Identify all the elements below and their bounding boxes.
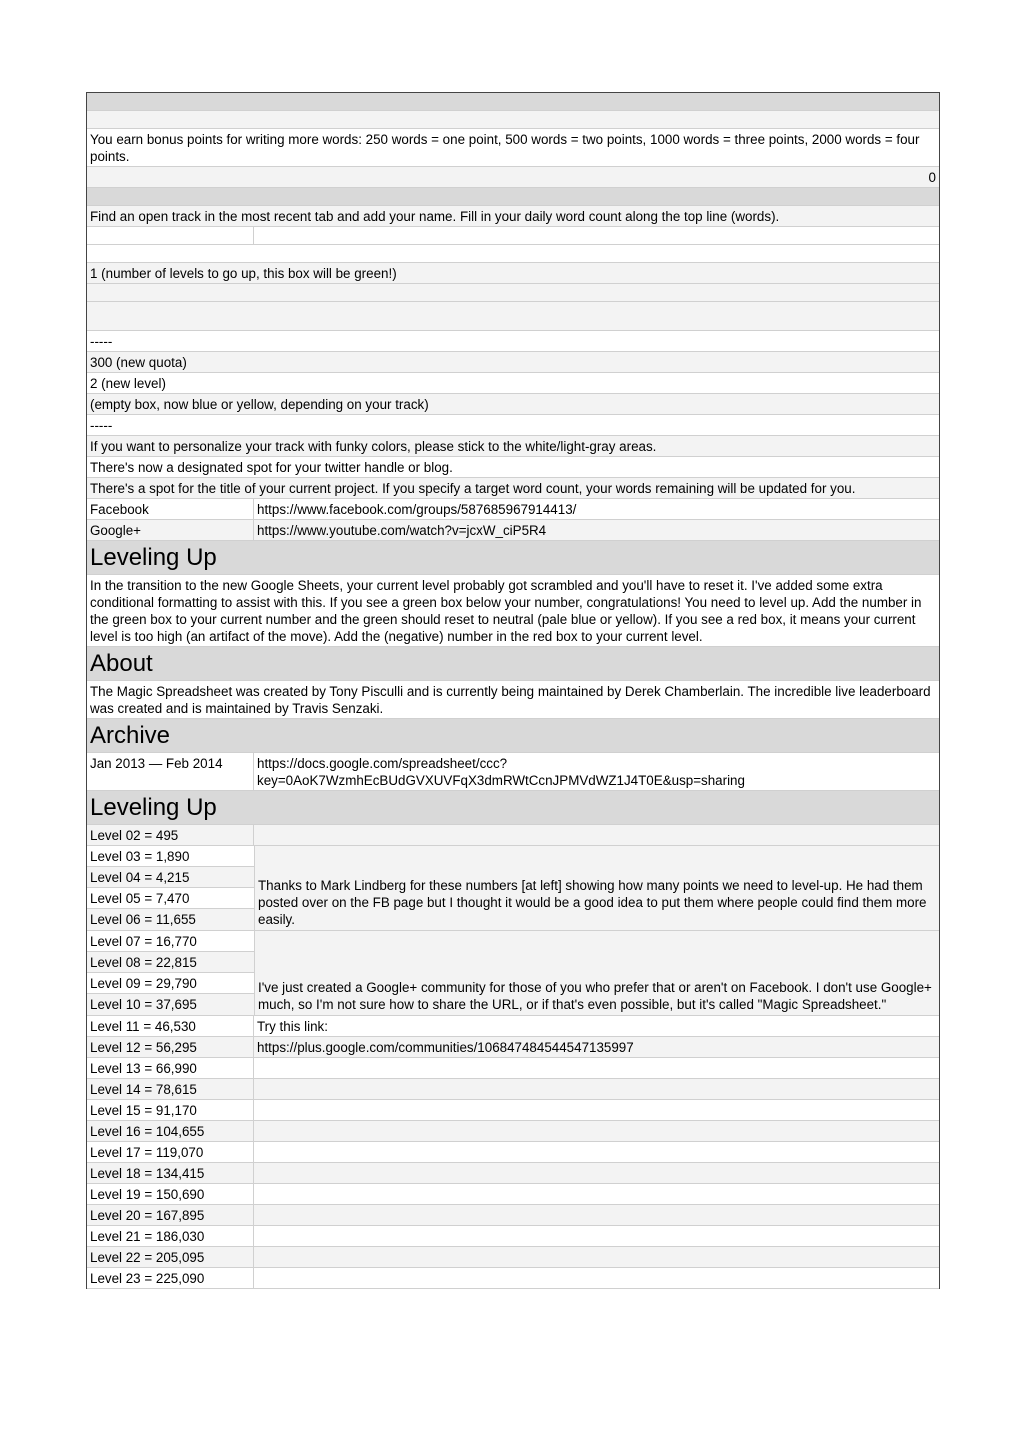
separator-row — [87, 331, 939, 352]
level-row — [87, 1247, 939, 1268]
new-quota-row — [87, 352, 939, 373]
personalize-text: If you want to personalize your track with funky colors, please stick to the white/light-gray areas. — [90, 439, 657, 454]
level-value: Level 17 = 119,070 — [87, 1142, 254, 1162]
level-list — [87, 1058, 939, 1289]
about-body-row — [87, 681, 939, 719]
level-row — [87, 1184, 939, 1205]
facebook-label: Facebook — [87, 499, 254, 519]
thanks-note: Thanks to Mark Lindberg for these numbers [at left] showing how many points we need to level-up. He had them posted over on the FB page but I thought it would be a good idea to put them where people could find them more easily. — [258, 878, 927, 927]
thanks-merged-row — [87, 846, 939, 931]
project-title-text: There's a spot for the title of your current project. If you specify a target word count, your words remaining will be updated for you. — [90, 481, 856, 496]
level-value: Level 18 = 134,415 — [87, 1163, 254, 1183]
blank-dark-row — [87, 188, 939, 206]
level-value: Level 23 = 225,090 — [87, 1268, 254, 1288]
archive-range: Jan 2013 — Feb 2014 — [87, 753, 254, 790]
googleplus-row — [87, 520, 939, 541]
bonus-points-row — [87, 129, 939, 167]
community-merged-row — [87, 931, 939, 1016]
level-row — [87, 1268, 939, 1289]
level-value: Level 16 = 104,655 — [87, 1121, 254, 1141]
new-level-text: 2 (new level) — [90, 376, 166, 391]
level-row — [87, 1058, 939, 1079]
blank-split-row — [87, 227, 939, 245]
levels-to-go-row — [87, 263, 939, 284]
level-value: Level 09 = 29,790 — [87, 973, 254, 994]
level-value: Level 19 = 150,690 — [87, 1184, 254, 1204]
archive-link[interactable] — [254, 753, 939, 790]
facebook-link[interactable]: https://www.facebook.com/groups/587685967914413/ — [257, 502, 577, 517]
bonus-points-text: You earn bonus points for writing more words: 250 words = one point, 500 words = two points, 1000 words = three points, 2000 words = four points. — [90, 132, 920, 164]
leveling-up-body: In the transition to the new Google Sheets, your current level probably got scrambled and you'll have to reset it. I've added some extra conditional formatting to assist with this. If you see a green box below your number, congratulations! You need to level up. Add the number in the green box to your current number and the green should reset to neutral (pale blue or yellow). If you see a red box, it means your current level is too high (an artifact of the move). Add the (negative) number in the red box to your current level. — [90, 578, 922, 644]
leveling-up-header-row — [87, 541, 939, 575]
blank-cell — [254, 1247, 939, 1267]
twitter-text: There's now a designated spot for your twitter handle or blog. — [90, 460, 453, 475]
twitter-row — [87, 457, 939, 478]
blank-cell — [254, 1205, 939, 1225]
separator-text: ----- — [90, 334, 113, 349]
community-link[interactable]: https://plus.google.com/communities/106847484544547135997 — [257, 1040, 634, 1055]
personalize-row — [87, 436, 939, 457]
blank-header-row — [87, 93, 939, 111]
levels-to-go-text: 1 (number of levels to go up, this box will be green!) — [90, 266, 397, 281]
level-row — [87, 825, 939, 846]
level-row — [87, 1121, 939, 1142]
about-header-row — [87, 647, 939, 681]
level-row — [87, 1142, 939, 1163]
spreadsheet-page — [86, 92, 940, 1289]
googleplus-label: Google+ — [87, 520, 254, 540]
level-value: Level 10 = 37,695 — [87, 994, 254, 1015]
leveling-up-body-row — [87, 575, 939, 647]
blank-cell — [87, 227, 254, 244]
try-link-text: Try this link: — [257, 1019, 328, 1034]
zero-value: 0 — [928, 170, 936, 185]
community-note: I've just created a Google+ community for those of you who prefer that or aren't on Facebook. I don't use Google+ much, so I'm not sure how to share the URL, or if that's even possible, but it's called "Magic Spreadsheet." — [258, 980, 932, 1012]
new-quota-text: 300 (new quota) — [90, 355, 187, 370]
level-row — [87, 1037, 939, 1058]
find-track-text: Find an open track in the most recent tab and add your name. Fill in your daily word count along the top line (words). — [90, 209, 780, 224]
level-value: Level 12 = 56,295 — [87, 1037, 254, 1057]
empty-box-text: (empty box, now blue or yellow, depending on your track) — [90, 397, 429, 412]
empty-box-row — [87, 394, 939, 415]
leveling-up-2-header-row — [87, 791, 939, 825]
separator-text: ----- — [90, 418, 113, 433]
blank-cell — [254, 1142, 939, 1162]
archive-header-row — [87, 719, 939, 753]
level-value: Level 11 = 46,530 — [87, 1016, 254, 1036]
level-value: Level 15 = 91,170 — [87, 1100, 254, 1120]
project-title-row — [87, 478, 939, 499]
level-value: Level 14 = 78,615 — [87, 1079, 254, 1099]
archive-link-line-1[interactable]: https://docs.google.com/spreadsheet/ccc? — [257, 756, 508, 771]
blank-cell — [254, 1268, 939, 1288]
section-title-about: About — [87, 647, 939, 680]
level-value: Level 03 = 1,890 — [87, 846, 254, 867]
level-row — [87, 1163, 939, 1184]
section-title-leveling-up: Leveling Up — [87, 541, 939, 574]
level-value: Level 05 = 7,470 — [87, 888, 254, 909]
level-row — [87, 1100, 939, 1121]
new-level-row — [87, 373, 939, 394]
level-value: Level 22 = 205,095 — [87, 1247, 254, 1267]
level-value: Level 20 = 167,895 — [87, 1205, 254, 1225]
googleplus-link[interactable]: https://www.youtube.com/watch?v=jcxW_ciP5R4 — [257, 523, 547, 538]
zero-value-row — [87, 167, 939, 188]
level-row — [87, 1205, 939, 1226]
level-value: Level 07 = 16,770 — [87, 931, 254, 952]
blank-cell — [254, 825, 939, 845]
find-track-row — [87, 206, 939, 227]
facebook-row — [87, 499, 939, 520]
blank-row — [87, 245, 939, 263]
section-title-archive: Archive — [87, 719, 939, 752]
level-row — [87, 1226, 939, 1247]
blank-cell — [254, 1184, 939, 1204]
level-value: Level 04 = 4,215 — [87, 867, 254, 888]
section-title-leveling-up-2: Leveling Up — [87, 791, 939, 824]
blank-cell — [254, 227, 939, 244]
blank-row — [87, 111, 939, 129]
about-body: The Magic Spreadsheet was created by Tony Pisculli and is currently being maintained by Derek Chamberlain. The incredible live leaderboard was created and is maintained by Travis Senzaki. — [90, 684, 931, 716]
blank-cell — [254, 1079, 939, 1099]
blank-cell — [254, 1100, 939, 1120]
blank-cell — [254, 1226, 939, 1246]
level-row — [87, 1079, 939, 1100]
blank-row — [87, 284, 939, 302]
level-value: Level 13 = 66,990 — [87, 1058, 254, 1078]
blank-cell — [254, 1058, 939, 1078]
separator-row — [87, 415, 939, 436]
level-value: Level 06 = 11,655 — [87, 909, 254, 930]
level-value: Level 02 = 495 — [87, 825, 254, 845]
archive-row — [87, 753, 939, 791]
level-row — [87, 1016, 939, 1037]
level-value: Level 08 = 22,815 — [87, 952, 254, 973]
blank-cell — [254, 1163, 939, 1183]
archive-link-line-2[interactable]: key=0AoK7WzmhEcBUdGVXUVFqX3dmRWtCcnJPMVdWZ1J4T0E&usp=sharing — [257, 773, 745, 788]
blank-cell — [254, 1121, 939, 1141]
blank-tall-row — [87, 302, 939, 331]
level-value: Level 21 = 186,030 — [87, 1226, 254, 1246]
